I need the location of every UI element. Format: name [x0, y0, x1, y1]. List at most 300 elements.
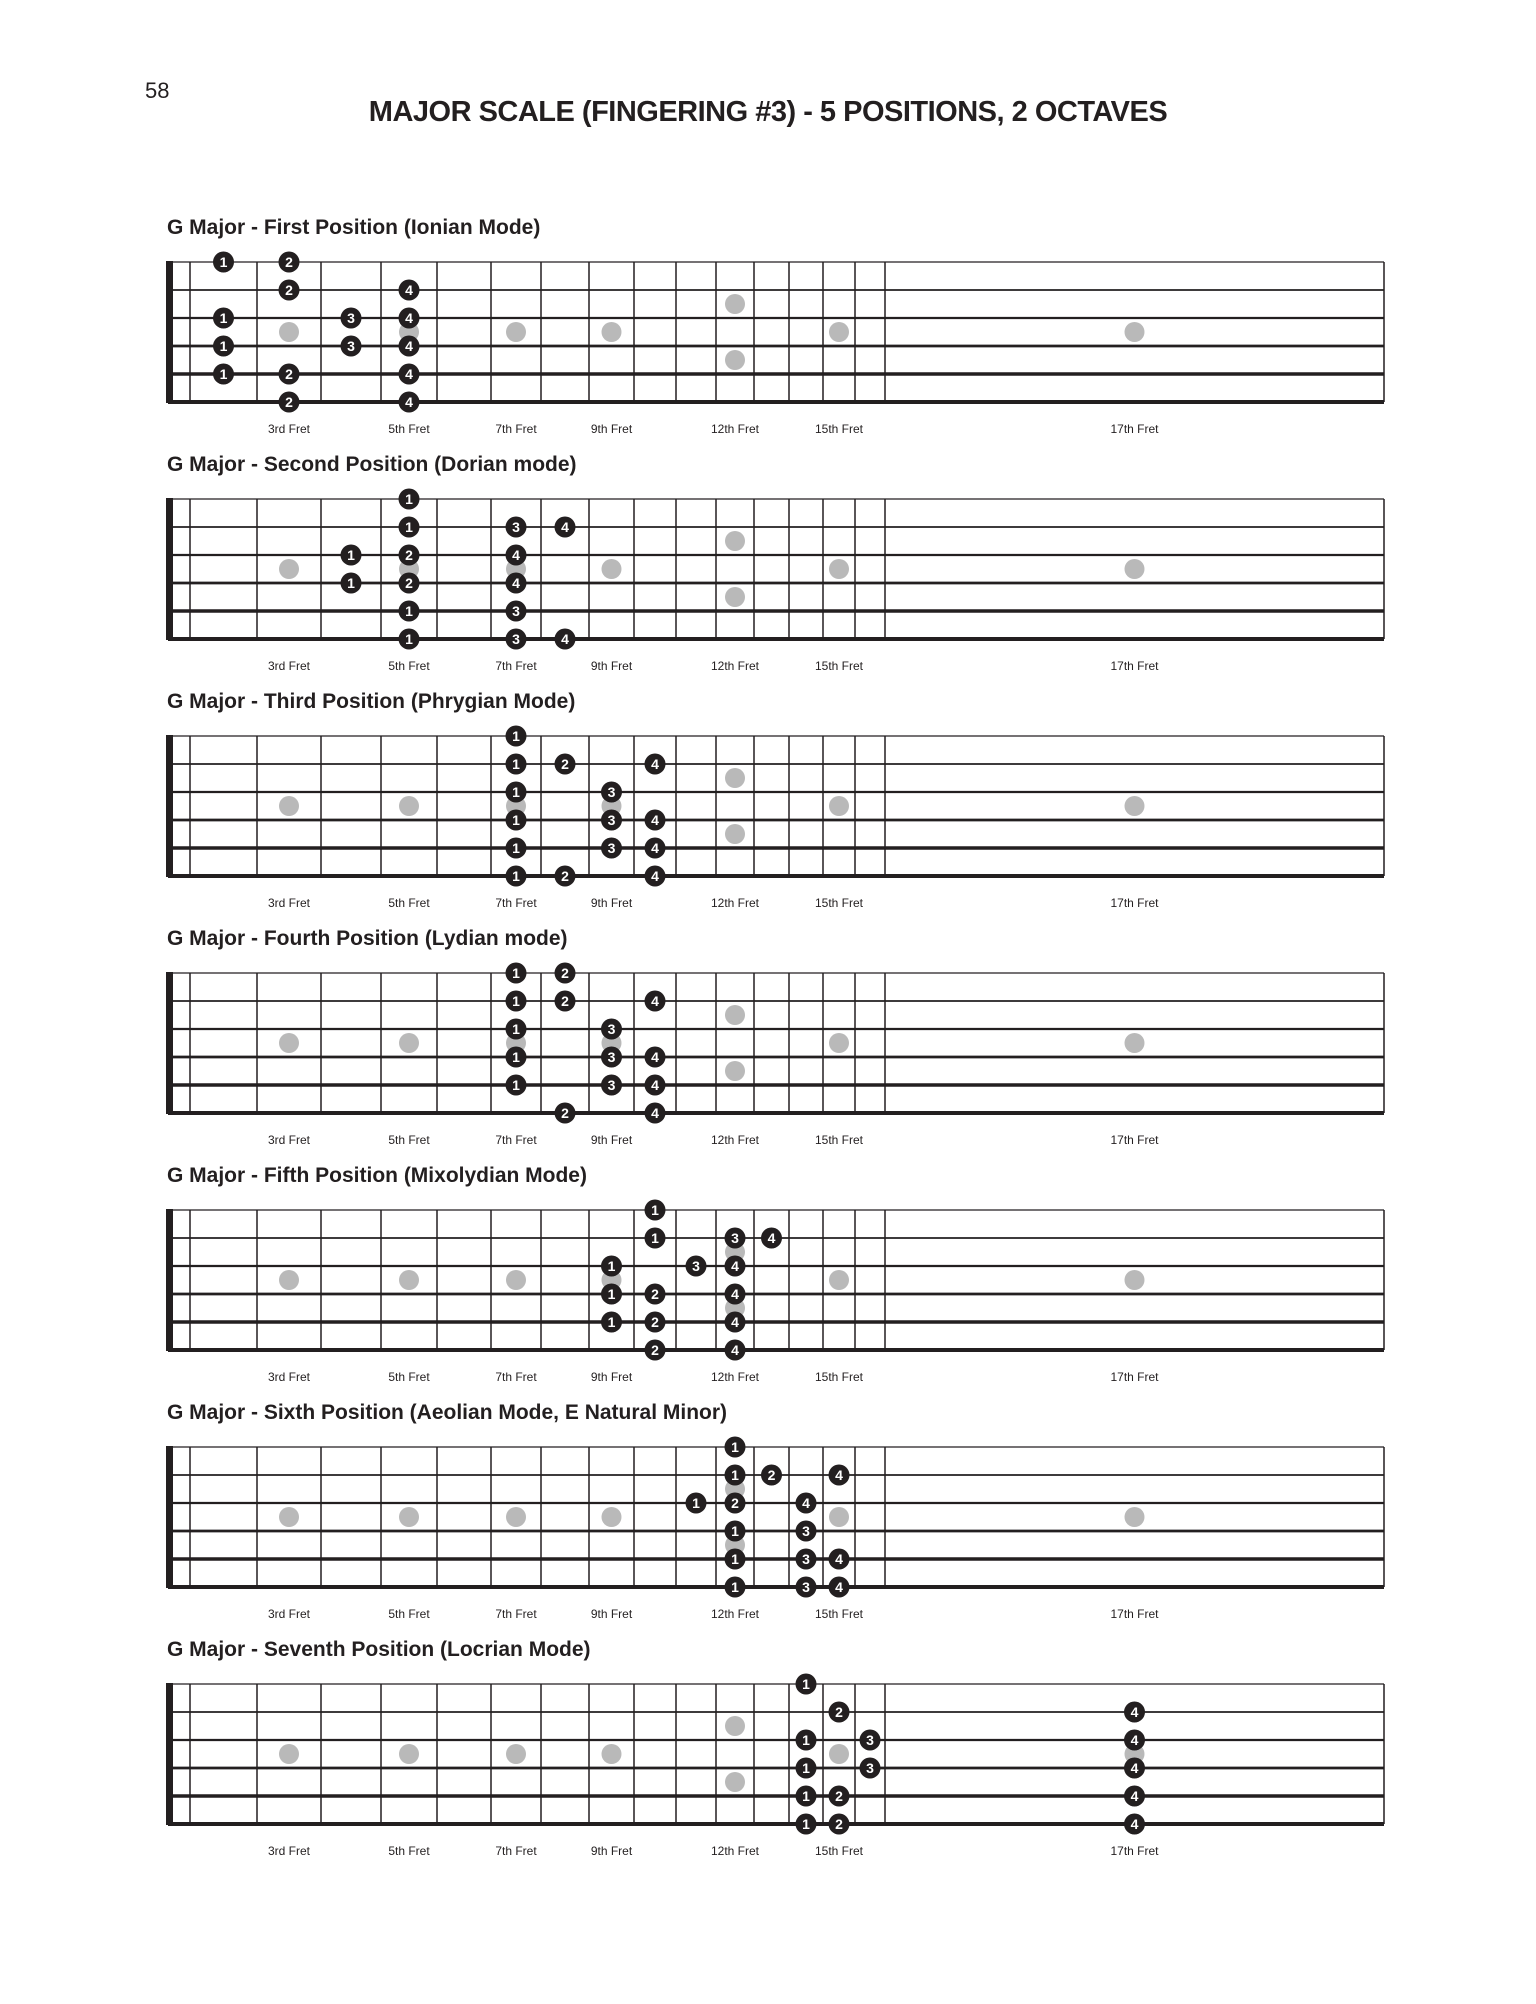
note-marker	[796, 1577, 817, 1598]
note-marker	[506, 1047, 527, 1068]
fret-label: 5th Fret	[388, 1370, 430, 1384]
finger-number: 4	[651, 1105, 659, 1121]
finger-number: 1	[405, 491, 413, 507]
note-marker	[213, 308, 234, 329]
nut	[166, 1446, 173, 1588]
fret-label: 9th Fret	[590, 1133, 633, 1147]
note-marker	[725, 1437, 746, 1458]
note-marker	[645, 1075, 666, 1096]
finger-number: 3	[802, 1579, 810, 1595]
note-marker	[506, 866, 527, 887]
note-marker	[279, 252, 300, 273]
note-marker	[341, 545, 362, 566]
note-marker	[555, 629, 576, 650]
note-marker	[1124, 1702, 1145, 1723]
nut	[166, 735, 173, 877]
fretboard	[0, 1180, 1536, 1400]
finger-number: 1	[405, 631, 413, 647]
finger-number: 2	[561, 868, 569, 884]
fret-label: 12th Fret	[710, 659, 760, 673]
finger-number: 2	[767, 1467, 776, 1483]
finger-number: 3	[607, 1077, 616, 1093]
fret-label: 9th Fret	[590, 896, 633, 910]
note-marker	[399, 280, 420, 301]
finger-number: 1	[802, 1816, 810, 1832]
finger-number: 1	[512, 756, 520, 772]
fret-label: 17th Fret	[1110, 659, 1159, 673]
note-marker	[341, 573, 362, 594]
note-marker	[506, 573, 527, 594]
inlay-dot	[506, 1507, 526, 1527]
finger-number: 4	[651, 812, 659, 828]
note-marker	[506, 1019, 527, 1040]
finger-number: 2	[285, 254, 293, 270]
note-marker	[686, 1493, 707, 1514]
note-marker	[506, 726, 527, 747]
note-marker	[796, 1493, 817, 1514]
note-marker	[399, 308, 420, 329]
note-marker	[725, 1493, 746, 1514]
inlay-dot	[829, 322, 849, 342]
note-marker	[399, 364, 420, 385]
inlay-dot	[279, 322, 299, 342]
fret-label: 5th Fret	[388, 659, 430, 673]
note-marker	[645, 1340, 666, 1361]
inlay-dot	[602, 1744, 622, 1764]
note-marker	[399, 489, 420, 510]
diagram-title: G Major - First Position (Ionian Mode)	[167, 216, 541, 239]
fret-label: 5th Fret	[388, 422, 430, 436]
finger-number: 4	[651, 840, 659, 856]
finger-number: 1	[219, 254, 228, 270]
note-marker	[506, 991, 527, 1012]
note-marker	[601, 1284, 622, 1305]
finger-number: 4	[512, 547, 520, 563]
finger-number: 4	[835, 1551, 843, 1567]
fret-label: 3rd Fret	[267, 1370, 311, 1384]
inlay-dot	[829, 559, 849, 579]
finger-number: 1	[651, 1202, 659, 1218]
finger-number: 1	[802, 1760, 810, 1776]
inlay-dot	[399, 1033, 419, 1053]
finger-number: 4	[835, 1467, 843, 1483]
fret-label: 3rd Fret	[267, 659, 311, 673]
note-marker	[645, 991, 666, 1012]
note-marker	[601, 782, 622, 803]
finger-number: 1	[512, 728, 520, 744]
finger-number: 4	[405, 338, 413, 354]
fret-label: 17th Fret	[1110, 1370, 1159, 1384]
fret-label: 15th Fret	[814, 1370, 864, 1384]
fret-label: 12th Fret	[710, 896, 760, 910]
note-marker	[645, 1103, 666, 1124]
finger-number: 4	[561, 631, 569, 647]
note-marker	[1124, 1814, 1145, 1835]
note-marker	[829, 1814, 850, 1835]
fret-label: 17th Fret	[1110, 896, 1159, 910]
finger-number: 1	[512, 840, 520, 856]
note-marker	[725, 1228, 746, 1249]
fret-label: 17th Fret	[1110, 1607, 1159, 1621]
fret-label: 7th Fret	[495, 422, 537, 436]
finger-number: 3	[512, 519, 520, 535]
note-marker	[1124, 1730, 1145, 1751]
finger-number: 2	[835, 1816, 843, 1832]
note-marker	[860, 1730, 881, 1751]
inlay-dot	[1125, 322, 1145, 342]
inlay-dot-double	[725, 768, 745, 788]
fret-label: 9th Fret	[590, 1370, 633, 1384]
note-marker	[506, 838, 527, 859]
fret-label: 3rd Fret	[267, 1844, 311, 1858]
note-marker	[506, 810, 527, 831]
inlay-dot	[279, 1270, 299, 1290]
finger-number: 4	[651, 756, 659, 772]
inlay-dot	[279, 796, 299, 816]
note-marker	[645, 866, 666, 887]
finger-number: 2	[561, 993, 569, 1009]
finger-number: 4	[1130, 1816, 1139, 1832]
finger-number: 1	[512, 868, 520, 884]
finger-number: 4	[731, 1286, 739, 1302]
note-marker	[725, 1256, 746, 1277]
finger-number: 2	[285, 366, 293, 382]
fret-label: 5th Fret	[388, 1607, 430, 1621]
finger-number: 3	[692, 1258, 700, 1274]
note-marker	[645, 1312, 666, 1333]
note-marker	[601, 1256, 622, 1277]
fret-label: 17th Fret	[1110, 422, 1159, 436]
finger-number: 3	[512, 631, 520, 647]
fret-label: 3rd Fret	[267, 1607, 311, 1621]
note-marker	[399, 545, 420, 566]
fret-label: 12th Fret	[710, 1607, 760, 1621]
finger-number: 1	[692, 1495, 700, 1511]
finger-number: 1	[731, 1579, 739, 1595]
finger-number: 3	[512, 603, 520, 619]
finger-number: 4	[1130, 1788, 1139, 1804]
note-marker	[399, 629, 420, 650]
inlay-dot	[602, 322, 622, 342]
inlay-dot	[829, 1744, 849, 1764]
finger-number: 4	[405, 310, 413, 326]
inlay-dot-double	[725, 587, 745, 607]
finger-number: 1	[512, 1049, 520, 1065]
note-marker	[645, 1200, 666, 1221]
finger-number: 2	[835, 1788, 843, 1804]
finger-number: 4	[731, 1314, 739, 1330]
finger-number: 4	[405, 282, 413, 298]
finger-number: 4	[1130, 1760, 1139, 1776]
inlay-dot-double	[725, 1716, 745, 1736]
fretboard	[0, 1417, 1536, 1637]
fret-label: 15th Fret	[814, 1607, 864, 1621]
nut	[166, 1209, 173, 1351]
finger-number: 1	[607, 1286, 616, 1302]
note-marker	[645, 810, 666, 831]
finger-number: 3	[347, 338, 355, 354]
inlay-dot	[1125, 559, 1145, 579]
finger-number: 4	[651, 868, 659, 884]
note-marker	[399, 392, 420, 413]
inlay-dot-double	[725, 1005, 745, 1025]
note-marker	[725, 1577, 746, 1598]
finger-number: 4	[1130, 1732, 1139, 1748]
finger-number: 4	[651, 993, 659, 1009]
finger-number: 4	[767, 1230, 776, 1246]
note-marker	[506, 782, 527, 803]
finger-number: 3	[731, 1230, 739, 1246]
fret-label: 15th Fret	[814, 1844, 864, 1858]
finger-number: 1	[802, 1788, 810, 1804]
note-marker	[506, 963, 527, 984]
fret-label: 5th Fret	[388, 1133, 430, 1147]
fretboard	[0, 943, 1536, 1163]
fret-label: 7th Fret	[495, 1370, 537, 1384]
nut	[166, 1683, 173, 1825]
note-marker	[796, 1730, 817, 1751]
finger-number: 1	[405, 603, 413, 619]
finger-number: 2	[561, 756, 569, 772]
inlay-dot	[829, 1270, 849, 1290]
inlay-dot-double	[725, 1772, 745, 1792]
note-marker	[506, 1075, 527, 1096]
note-marker	[796, 1521, 817, 1542]
finger-number: 2	[405, 575, 413, 591]
finger-number: 2	[285, 394, 293, 410]
note-marker	[796, 1549, 817, 1570]
fret-label: 17th Fret	[1110, 1133, 1159, 1147]
note-marker	[213, 364, 234, 385]
fret-label: 7th Fret	[495, 1844, 537, 1858]
note-marker	[829, 1549, 850, 1570]
inlay-dot	[399, 1744, 419, 1764]
note-marker	[555, 866, 576, 887]
note-marker	[555, 754, 576, 775]
finger-number: 1	[512, 812, 520, 828]
inlay-dot	[279, 1507, 299, 1527]
finger-number: 3	[866, 1760, 874, 1776]
note-marker	[601, 810, 622, 831]
inlay-dot	[506, 1270, 526, 1290]
inlay-dot-double	[725, 294, 745, 314]
diagram-title: G Major - Sixth Position (Aeolian Mode, E Natural Minor)	[167, 1401, 728, 1424]
note-marker	[399, 601, 420, 622]
finger-number: 4	[835, 1579, 843, 1595]
finger-number: 1	[512, 1077, 520, 1093]
fret-label: 15th Fret	[814, 659, 864, 673]
note-marker	[279, 280, 300, 301]
finger-number: 3	[802, 1551, 810, 1567]
note-marker	[506, 517, 527, 538]
inlay-dot	[1125, 1507, 1145, 1527]
fret-label: 3rd Fret	[267, 896, 311, 910]
finger-number: 4	[651, 1049, 659, 1065]
inlay-dot	[506, 322, 526, 342]
diagram-title: G Major - Fifth Position (Mixolydian Mode)	[167, 1164, 587, 1187]
finger-number: 1	[405, 519, 413, 535]
note-marker	[829, 1577, 850, 1598]
finger-number: 1	[347, 547, 355, 563]
note-marker	[341, 336, 362, 357]
finger-number: 3	[607, 784, 616, 800]
inlay-dot	[279, 1744, 299, 1764]
fret-label: 7th Fret	[495, 896, 537, 910]
note-marker	[399, 573, 420, 594]
inlay-dot	[506, 1744, 526, 1764]
inlay-dot	[602, 1507, 622, 1527]
note-marker	[341, 308, 362, 329]
diagram-title: G Major - Fourth Position (Lydian mode)	[167, 927, 568, 950]
note-marker	[645, 754, 666, 775]
finger-number: 2	[561, 965, 569, 981]
finger-number: 1	[512, 784, 520, 800]
inlay-dot-double	[725, 531, 745, 551]
fret-label: 12th Fret	[710, 1133, 760, 1147]
finger-number: 4	[405, 366, 413, 382]
note-marker	[601, 1047, 622, 1068]
fret-label: 5th Fret	[388, 896, 430, 910]
inlay-dot	[1125, 796, 1145, 816]
note-marker	[279, 364, 300, 385]
finger-number: 1	[802, 1732, 810, 1748]
inlay-dot	[399, 1270, 419, 1290]
note-marker	[725, 1340, 746, 1361]
note-marker	[796, 1674, 817, 1695]
note-marker	[213, 252, 234, 273]
finger-number: 4	[731, 1258, 739, 1274]
note-marker	[399, 517, 420, 538]
inlay-dot	[399, 796, 419, 816]
finger-number: 2	[835, 1704, 843, 1720]
inlay-dot	[399, 1507, 419, 1527]
note-marker	[761, 1465, 782, 1486]
note-marker	[645, 1047, 666, 1068]
diagram-title: G Major - Seventh Position (Locrian Mode)	[167, 1638, 591, 1661]
note-marker	[725, 1549, 746, 1570]
fret-label: 7th Fret	[495, 659, 537, 673]
note-marker	[601, 1312, 622, 1333]
finger-number: 1	[512, 1021, 520, 1037]
finger-number: 1	[219, 366, 228, 382]
finger-number: 4	[802, 1495, 810, 1511]
note-marker	[506, 545, 527, 566]
inlay-dot	[829, 796, 849, 816]
fret-label: 7th Fret	[495, 1133, 537, 1147]
note-marker	[829, 1702, 850, 1723]
finger-number: 1	[512, 993, 520, 1009]
note-marker	[506, 601, 527, 622]
note-marker	[796, 1758, 817, 1779]
nut	[166, 498, 173, 640]
note-marker	[645, 1228, 666, 1249]
fret-label: 9th Fret	[590, 422, 633, 436]
inlay-dot	[279, 559, 299, 579]
fretboard	[0, 706, 1536, 926]
inlay-dot	[829, 1033, 849, 1053]
note-marker	[796, 1786, 817, 1807]
note-marker	[761, 1228, 782, 1249]
finger-number: 3	[866, 1732, 874, 1748]
fretboard	[0, 1654, 1536, 1874]
note-marker	[829, 1465, 850, 1486]
finger-number: 3	[607, 1021, 616, 1037]
finger-number: 1	[731, 1523, 739, 1539]
note-marker	[645, 1284, 666, 1305]
fret-label: 5th Fret	[388, 1844, 430, 1858]
finger-number: 2	[651, 1342, 659, 1358]
finger-number: 1	[512, 965, 520, 981]
fret-label: 12th Fret	[710, 1844, 760, 1858]
finger-number: 4	[561, 519, 569, 535]
finger-number: 4	[405, 394, 413, 410]
finger-number: 2	[561, 1105, 569, 1121]
page-title: MAJOR SCALE (FINGERING #3) - 5 POSITIONS, 2 OCTAVES	[368, 96, 1168, 128]
note-marker	[555, 963, 576, 984]
note-marker	[213, 336, 234, 357]
finger-number: 3	[607, 840, 616, 856]
finger-number: 1	[651, 1230, 659, 1246]
fret-label: 3rd Fret	[267, 1133, 311, 1147]
fretboard	[0, 232, 1536, 452]
finger-number: 2	[731, 1495, 739, 1511]
finger-number: 3	[347, 310, 355, 326]
finger-number: 4	[731, 1342, 739, 1358]
finger-number: 2	[651, 1314, 659, 1330]
fret-label: 12th Fret	[710, 422, 760, 436]
finger-number: 4	[512, 575, 520, 591]
finger-number: 4	[651, 1077, 659, 1093]
fret-label: 12th Fret	[710, 1370, 760, 1384]
finger-number: 2	[651, 1286, 659, 1302]
inlay-dot	[1125, 1033, 1145, 1053]
note-marker	[1124, 1758, 1145, 1779]
fret-label: 7th Fret	[495, 1607, 537, 1621]
finger-number: 3	[802, 1523, 810, 1539]
note-marker	[686, 1256, 707, 1277]
fret-label: 9th Fret	[590, 1607, 633, 1621]
note-marker	[601, 1075, 622, 1096]
note-marker	[601, 1019, 622, 1040]
finger-number: 1	[802, 1676, 810, 1692]
inlay-dot-double	[725, 824, 745, 844]
note-marker	[399, 336, 420, 357]
fret-label: 9th Fret	[590, 659, 633, 673]
note-marker	[796, 1814, 817, 1835]
note-marker	[555, 1103, 576, 1124]
note-marker	[829, 1786, 850, 1807]
note-marker	[1124, 1786, 1145, 1807]
inlay-dot	[1125, 1270, 1145, 1290]
finger-number: 1	[347, 575, 355, 591]
finger-number: 3	[607, 1049, 616, 1065]
note-marker	[725, 1521, 746, 1542]
nut	[166, 972, 173, 1114]
note-marker	[645, 838, 666, 859]
note-marker	[860, 1758, 881, 1779]
diagram-title: G Major - Second Position (Dorian mode)	[167, 453, 577, 476]
fret-label: 15th Fret	[814, 1133, 864, 1147]
page-number: 58	[145, 78, 170, 103]
note-marker	[725, 1284, 746, 1305]
fret-label: 17th Fret	[1110, 1844, 1159, 1858]
finger-number: 1	[731, 1439, 739, 1455]
fret-label: 15th Fret	[814, 422, 864, 436]
note-marker	[506, 754, 527, 775]
finger-number: 1	[607, 1314, 616, 1330]
finger-number: 2	[405, 547, 413, 563]
inlay-dot-double	[725, 1061, 745, 1081]
